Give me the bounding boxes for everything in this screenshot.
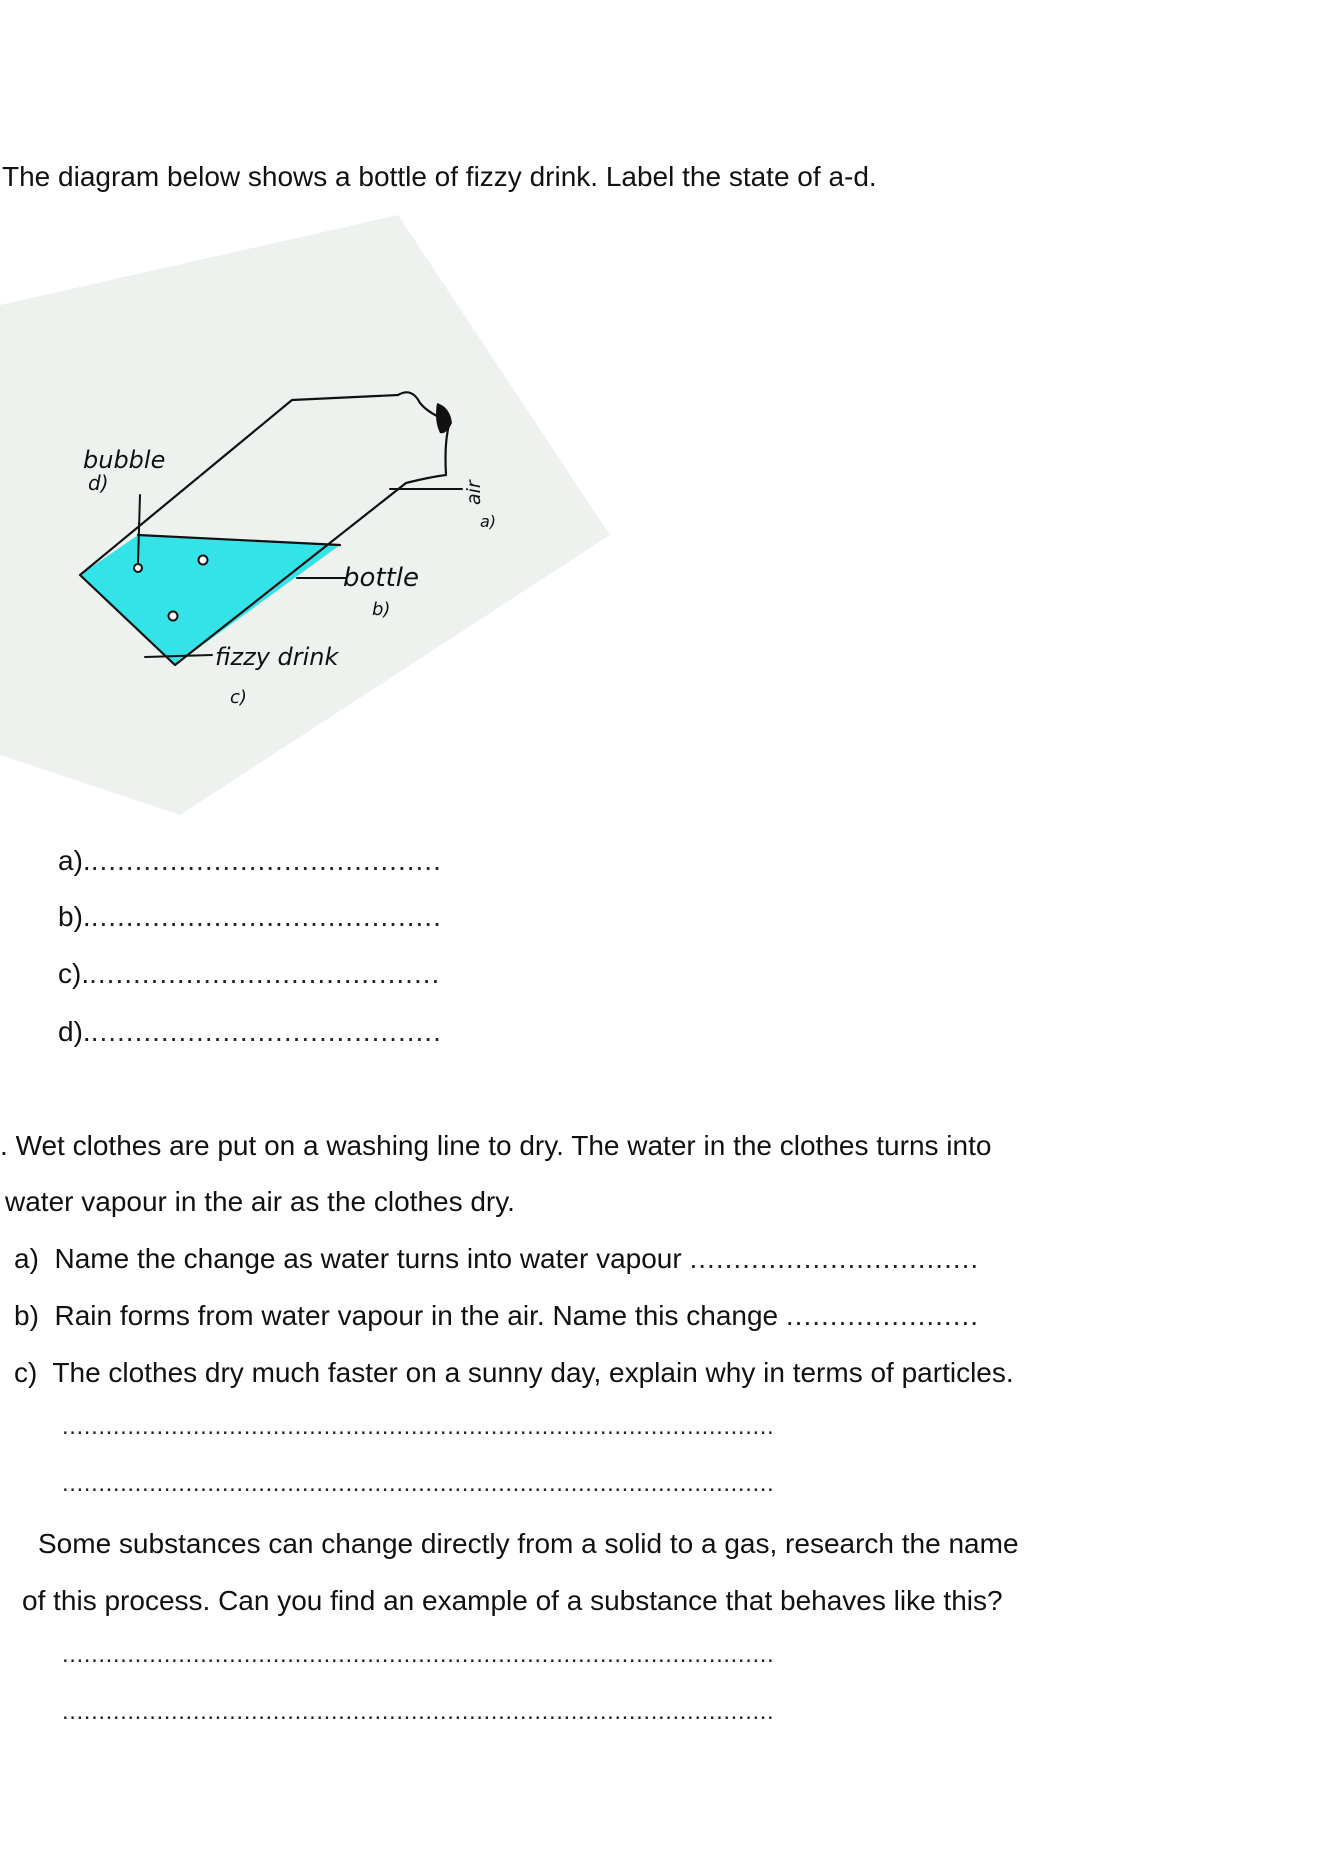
answer-dots: ........................................ — [90, 845, 442, 876]
bubble-mark — [199, 556, 208, 565]
label-fizzy-drink-letter: c) — [230, 687, 247, 708]
q2c-marker: c) — [14, 1357, 38, 1388]
q2a-text: Name the change as water turns into water vapour — [54, 1243, 682, 1274]
answer-label: c). — [58, 958, 90, 989]
answer-line-c[interactable] — [58, 958, 440, 990]
answer-label: d). — [58, 1016, 91, 1047]
question-2-text: Wet clothes are put on a washing line to dry. The water in the clothes turns into — [15, 1130, 992, 1161]
q2c-answer-line-1[interactable]: .................................................................................................. — [62, 1413, 775, 1440]
label-bottle: bottle — [343, 563, 420, 593]
question-2c — [14, 1356, 1014, 1390]
fizzy-drink-diagram — [0, 215, 620, 815]
answer-label: b). — [58, 901, 91, 932]
question-2-line-2: water vapour in the air as the clothes dry. — [5, 1186, 515, 1217]
q2b-marker: b) — [14, 1300, 39, 1331]
answer-line-a[interactable] — [58, 845, 442, 877]
label-bottle-letter: b) — [372, 599, 391, 620]
q2b-text: Rain forms from water vapour in the air. Name this change — [54, 1300, 779, 1331]
label-bubble: bubble — [83, 446, 166, 474]
question-2-number: . — [0, 1130, 8, 1161]
answer-dots: ........................................ — [90, 901, 442, 932]
diagram-background — [0, 215, 610, 815]
question-3-line-2: of this process. Can you find an example of a substance that behaves like this? — [22, 1585, 1003, 1616]
question-2-line-1 — [0, 1129, 991, 1163]
label-bubble-letter: d) — [88, 471, 109, 495]
q2c-answer-line-2[interactable]: .................................................................................................. — [62, 1470, 775, 1497]
answer-label: a). — [58, 845, 91, 876]
question-2a — [14, 1242, 979, 1276]
answer-dots: ........................................ — [90, 1016, 442, 1047]
q2a-answer-dots[interactable]: ................................. — [689, 1243, 980, 1274]
q2b-answer-dots[interactable]: ...................... — [785, 1300, 980, 1331]
label-fizzy-drink: fizzy drink — [215, 643, 339, 671]
q2c-text: The clothes dry much faster on a sunny day, explain why in terms of particles. — [52, 1357, 1014, 1388]
answer-line-b[interactable] — [58, 901, 442, 933]
bubble-mark — [169, 612, 178, 621]
answer-line-d[interactable] — [58, 1016, 442, 1048]
answer-dots: ........................................ — [89, 958, 441, 989]
question-2b — [14, 1299, 979, 1333]
label-air: air — [463, 480, 485, 505]
bubble-mark — [134, 564, 142, 572]
question-1-prompt: The diagram below shows a bottle of fizzy drink. Label the state of a-d. — [2, 161, 877, 192]
label-air-letter: a) — [480, 512, 497, 531]
q2a-marker: a) — [14, 1243, 39, 1274]
q3-answer-line-1[interactable]: .................................................................................................. — [62, 1641, 775, 1668]
question-3-line-1: Some substances can change directly from a solid to a gas, research the name — [38, 1528, 1019, 1559]
q3-answer-line-2[interactable]: .................................................................................................. — [62, 1698, 775, 1725]
